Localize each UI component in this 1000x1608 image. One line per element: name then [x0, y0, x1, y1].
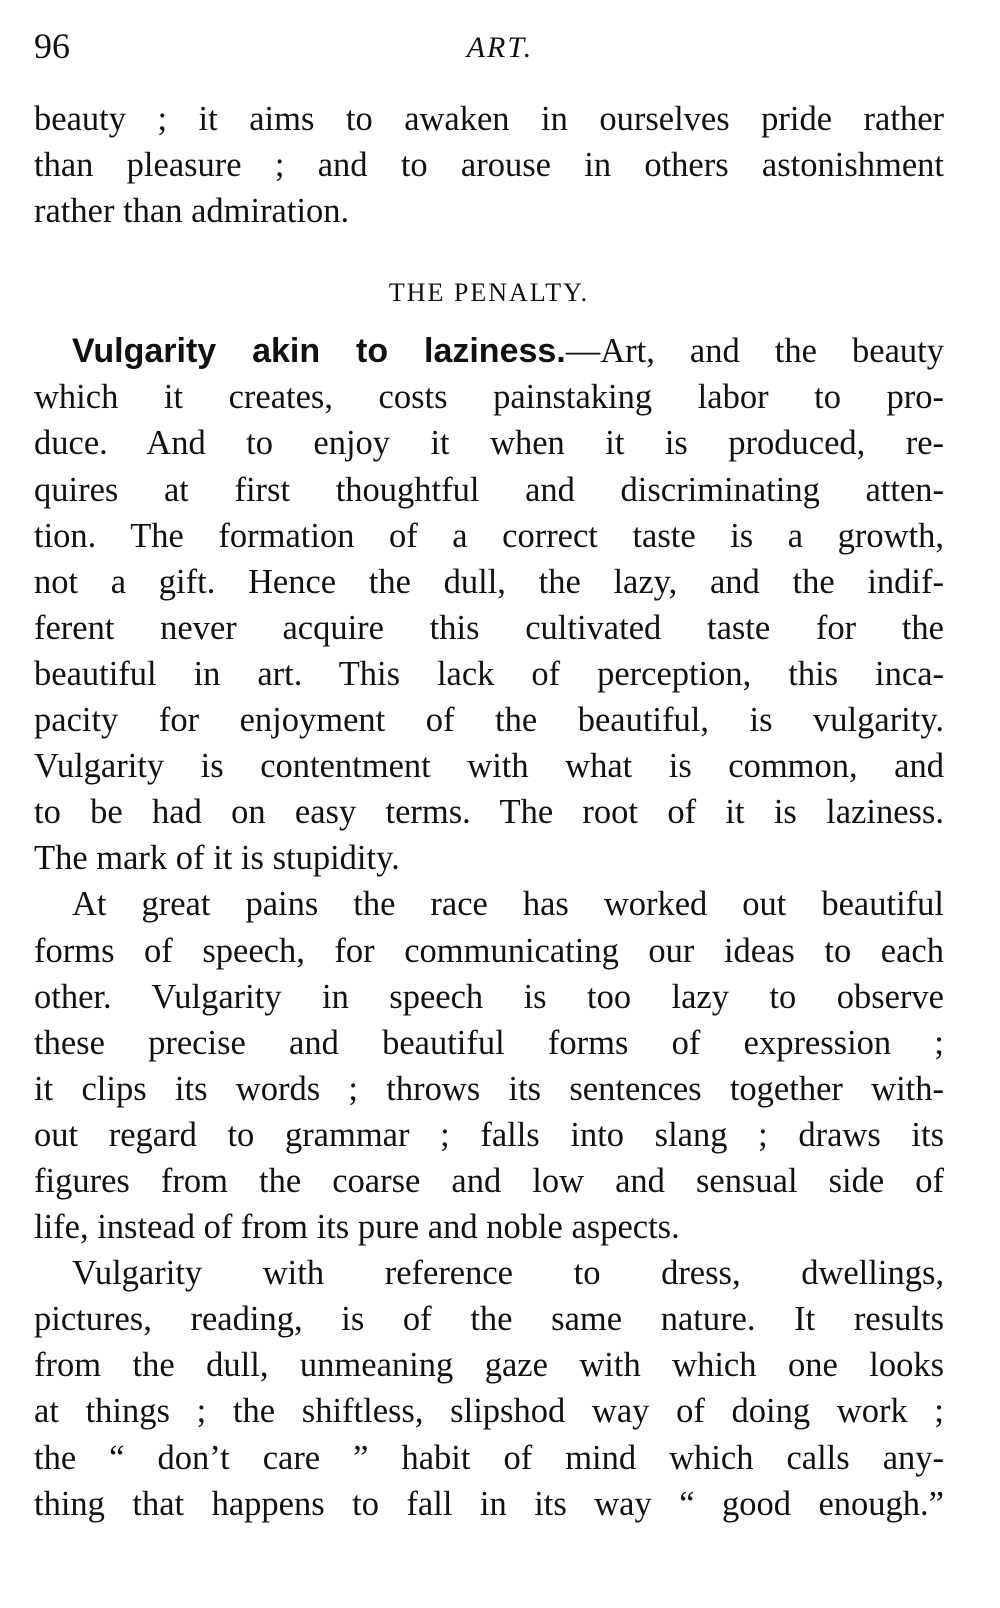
paragraph-dress-dwellings — [34, 1250, 944, 1527]
text-line: Vulgarity with reference to dress, dwellings, — [72, 1254, 944, 1293]
opening-paragraph — [34, 96, 944, 234]
paragraph-speech — [34, 881, 944, 1250]
text-line: out regard to grammar ; falls into slang ; draws its — [34, 1115, 944, 1154]
page-number: 96 — [34, 26, 70, 66]
text-line: beauty ; it aims to awaken in ourselves pride rather — [34, 100, 944, 138]
text-line: the “ don’t care ” habit of mind which calls any- — [34, 1438, 944, 1477]
text-line: figures from the coarse and low and sensual side of — [34, 1161, 944, 1200]
paragraph-lead: Vulgarity akin to laziness. — [72, 332, 566, 371]
text-line: ferent never acquire this cultivated taste for the — [34, 608, 944, 647]
text-line: at things ; the shiftless, slipshod way of doing work ; — [34, 1392, 944, 1431]
text-line: these precise and beautiful forms of expression ; — [34, 1023, 944, 1062]
text-line: tion. The formation of a correct taste is a growth, — [34, 516, 944, 555]
text-line: forms of speech, for communicating our ideas to each — [34, 931, 944, 970]
body-text — [34, 96, 944, 1527]
text-line: quires at first thoughtful and discriminating atten- — [34, 470, 944, 509]
text-line: from the dull, unmeaning gaze with which one looks — [34, 1346, 944, 1385]
text-line: At great pains the race has worked out beautiful — [72, 885, 944, 924]
text-line: life, instead of from its pure and noble aspects. — [34, 1208, 680, 1247]
text-line: other. Vulgarity in speech is too lazy to observe — [34, 977, 944, 1016]
paragraph-vulgarity-laziness — [34, 328, 944, 881]
text-line: Vulgarity is contentment with what is common, and — [34, 747, 944, 786]
text-line: it clips its words ; throws its sentences together with- — [34, 1069, 944, 1108]
text-line: pacity for enjoyment of the beautiful, is vulgarity. — [34, 701, 944, 740]
text-line: than pleasure ; and to arouse in others astonishment — [34, 146, 944, 185]
text-line: thing that happens to fall in its way “ good enough.” — [34, 1484, 944, 1523]
text-line — [34, 328, 944, 374]
text-line: beautiful in art. This lack of perception, this inca- — [34, 654, 944, 693]
text-line: rather than admiration. — [34, 192, 350, 231]
text-line: pictures, reading, is of the same nature. It results — [34, 1300, 944, 1339]
running-title: ART. — [466, 31, 534, 64]
section-heading: THE PENALTY. — [388, 278, 590, 308]
text-line: duce. And to enjoy it when it is produced, re- — [34, 424, 944, 463]
running-head — [34, 22, 966, 72]
text-line: which it creates, costs painstaking labor to pro- — [34, 378, 944, 417]
text-line: to be had on easy terms. The root of it is laziness. — [34, 793, 944, 832]
paragraph-lead-rest: —Art, and the beauty — [565, 332, 944, 371]
text-line: not a gift. Hence the dull, the lazy, and the indif- — [34, 562, 944, 601]
text-line: The mark of it is stupidity. — [34, 839, 400, 878]
